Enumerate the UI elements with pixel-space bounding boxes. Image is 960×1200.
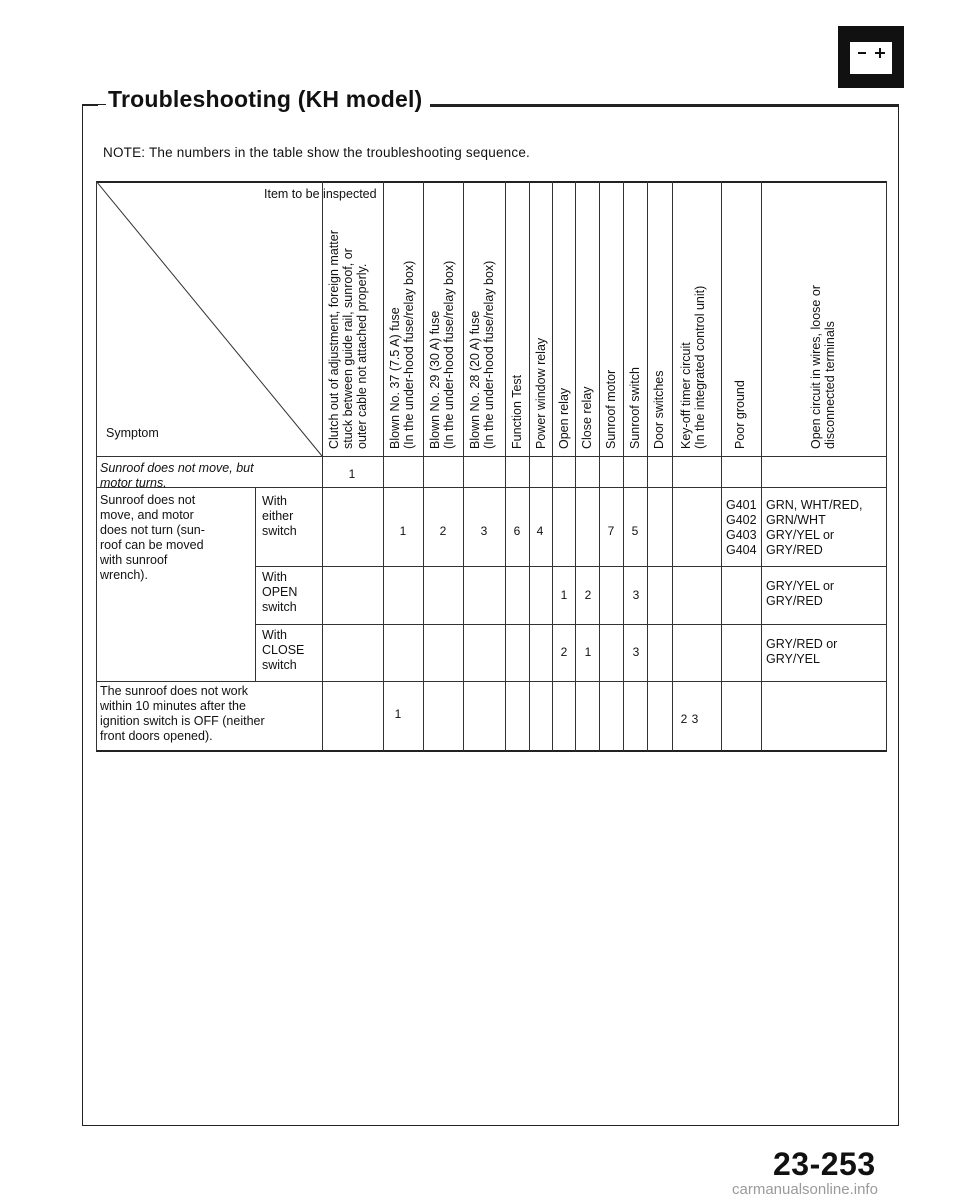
symptom-row-2: Sunroof does not move, and motor does not turn (sun- roof can be moved with sunroof wrench). <box>100 493 205 582</box>
troubleshooting-table <box>96 181 887 751</box>
header-clutch-adjustment: Clutch out of adjustment, foreign matter stuck between guide rail, sunroof, or outer cable not attached properly. <box>327 230 369 449</box>
table-line <box>463 181 464 751</box>
table-line <box>552 181 553 751</box>
header-close-relay: Close relay <box>580 386 594 449</box>
table-line <box>599 181 600 751</box>
title-rule <box>422 105 898 107</box>
wire-colors-open: GRY/YEL or GRY/RED <box>766 579 835 608</box>
table-line <box>96 681 887 682</box>
table-line <box>647 181 648 751</box>
header-key-off-timer: Key-off timer circuit (In the integrated control unit) <box>679 285 707 449</box>
corner-diagonal <box>96 181 323 457</box>
header-sunroof-switch: Sunroof switch <box>628 367 642 449</box>
table-line <box>255 624 887 625</box>
seq-value: 7 <box>607 524 615 538</box>
table-line <box>423 181 424 751</box>
header-poor-ground: Poor ground <box>733 380 747 449</box>
header-open-circuit: Open circuit in wires, loose or disconnected terminals <box>809 285 837 449</box>
seq-value: 3 <box>632 645 640 659</box>
symptom-row-3: The sunroof does not work within 10 minutes after the ignition switch is OFF (neither front doors opened). <box>100 684 265 743</box>
header-fuse-29: Blown No. 29 (30 A) fuse (In the under-hood fuse/relay box) <box>428 260 456 449</box>
page-title: Troubleshooting (KH model) <box>106 86 430 113</box>
header-power-window-relay: Power window relay <box>534 337 548 449</box>
condition-either-switch: With either switch <box>262 494 297 538</box>
seq-value: 3 <box>691 712 699 726</box>
seq-value: 1 <box>399 524 407 538</box>
table-line <box>761 181 762 751</box>
wire-colors-either: GRN, WHT/RED, GRN/WHT GRY/YEL or GRY/RED <box>766 498 863 557</box>
table-line <box>672 181 673 751</box>
seq-value: 4 <box>536 524 544 538</box>
seq-value: 2 <box>680 712 688 726</box>
table-line <box>575 181 576 751</box>
corner-item-label: Item to be inspected <box>264 187 377 201</box>
table-line <box>505 181 506 751</box>
corner-symptom-label: Symptom <box>106 426 159 440</box>
title-rule-left <box>82 104 98 106</box>
header-fuse-28: Blown No. 28 (20 A) fuse (In the under-hood fuse/relay box) <box>468 260 496 449</box>
wire-colors-close: GRY/RED or GRY/YEL <box>766 637 838 666</box>
seq-value: 2 <box>439 524 447 538</box>
table-line <box>255 566 887 567</box>
condition-open-switch: With OPEN switch <box>262 570 298 614</box>
table-line <box>721 181 722 751</box>
seq-value: 6 <box>513 524 521 538</box>
table-line <box>255 487 256 681</box>
seq-value: 1 <box>560 588 568 602</box>
table-line <box>623 181 624 751</box>
page-number: 23-253 <box>773 1146 876 1182</box>
seq-value: 1 <box>394 707 402 721</box>
symptom-row-1: Sunroof does not move, but motor turns. <box>100 461 254 490</box>
seq-value: 5 <box>631 524 639 538</box>
table-line <box>383 181 384 751</box>
header-open-relay: Open relay <box>557 387 571 449</box>
table-line <box>96 750 887 752</box>
header-sunroof-motor: Sunroof motor <box>604 369 618 449</box>
condition-close-switch: With CLOSE switch <box>262 628 305 672</box>
watermark: carmanualsonline.info <box>732 1181 878 1198</box>
header-fuse-37: Blown No. 37 (7.5 A) fuse (In the under-hood fuse/relay box) <box>388 260 416 449</box>
table-note: NOTE: The numbers in the table show the troubleshooting sequence. <box>103 145 530 160</box>
table-line <box>529 181 530 751</box>
seq-value: 2 <box>584 588 592 602</box>
seq-value: 2 <box>560 645 568 659</box>
seq-value: 1 <box>584 645 592 659</box>
seq-value: 3 <box>632 588 640 602</box>
seq-value: 1 <box>348 467 356 481</box>
ground-points: G401 G402 G403 G404 <box>726 498 757 557</box>
battery-icon <box>838 26 904 88</box>
seq-value: 3 <box>480 524 488 538</box>
header-door-switches: Door switches <box>652 370 666 449</box>
header-function-test: Function Test <box>510 374 524 449</box>
table-line <box>886 181 887 751</box>
